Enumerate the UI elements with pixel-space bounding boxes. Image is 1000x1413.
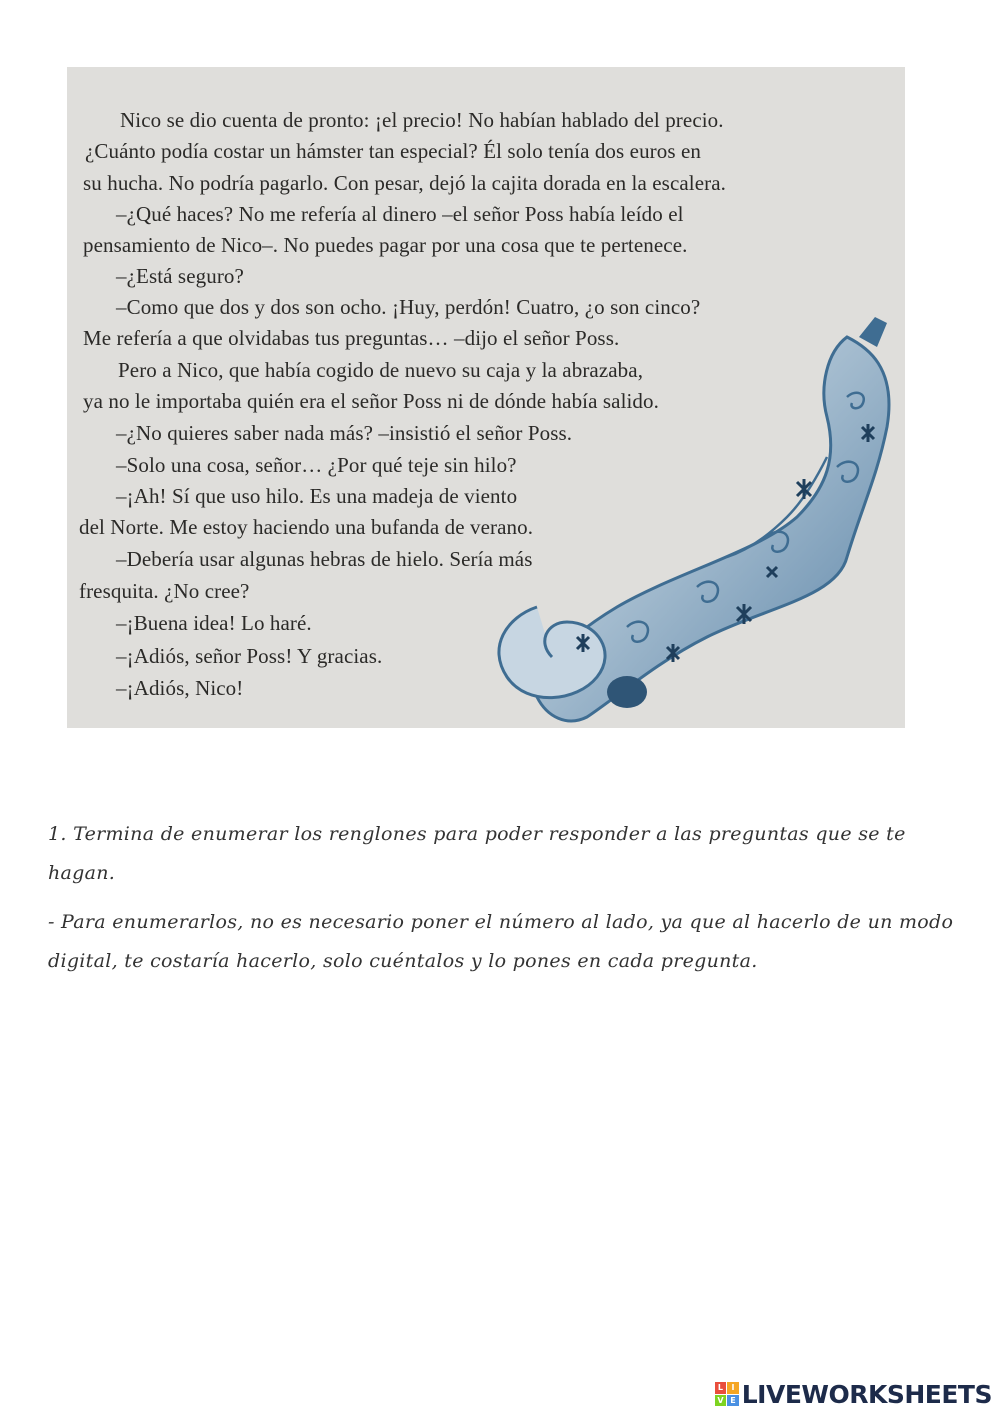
book-text-line: –¿Está seguro?	[116, 264, 244, 288]
book-text-line: –¡Adiós, Nico!	[116, 676, 244, 700]
book-text-line: –¡Adiós, señor Poss! Y gracias.	[116, 644, 383, 668]
book-text-line: ¿Cuánto podía costar un hámster tan especial? Él solo tenía dos euros en	[85, 139, 702, 163]
book-text-line: –¡Buena idea! Lo haré.	[116, 611, 312, 635]
book-text-line: ya no le importaba quién era el señor Poss ni de dónde había salido.	[83, 389, 659, 413]
book-text-line: –Como que dos y dos son ocho. ¡Huy, perdón! Cuatro, ¿o son cinco?	[116, 295, 701, 319]
scarf-fold-shadow	[607, 676, 647, 708]
book-text-line: –Debería usar algunas hebras de hielo. Sería más	[116, 547, 533, 571]
needle-tip	[859, 317, 887, 347]
book-page-scan	[67, 67, 905, 728]
book-text-line: –¡Ah! Sí que uso hilo. Es una madeja de viento	[116, 484, 518, 508]
book-text-line: Pero a Nico, que había cogido de nuevo su caja y la abrazaba,	[118, 358, 644, 382]
logo-letter: L	[715, 1382, 727, 1394]
book-text-line: –Solo una cosa, señor… ¿Por qué teje sin hilo?	[116, 453, 517, 477]
book-text-line: Nico se dio cuenta de pronto: ¡el precio! No habían hablado del precio.	[120, 108, 724, 132]
instruction-note: - Para enumerarlos, no es necesario poner el número al lado, ya que al hacerlo de un modo digital, te costaría hacerlo, solo cuéntalos y lo pones en cada pregunta.	[48, 911, 954, 972]
logo-letter: V	[715, 1395, 727, 1407]
book-text-line: pensamiento de Nico–. No puedes pagar por una cosa que te pertenece.	[83, 233, 688, 257]
book-text-line: –¿No quieres saber nada más? –insistió el señor Poss.	[116, 421, 573, 445]
liveworksheets-logo-icon	[715, 1382, 739, 1406]
book-text-line: su hucha. No podría pagarlo. Con pesar, dejó la cajita dorada en la escalera.	[83, 171, 727, 195]
scarf-curl	[499, 607, 605, 698]
book-text-line: –¿Qué haces? No me refería al dinero –el señor Poss había leído el	[116, 202, 684, 226]
instruction-item-1: 1. Termina de enumerar los renglones para poder responder a las preguntas que se te hagan.	[48, 823, 906, 884]
logo-letter: E	[727, 1395, 739, 1407]
book-text-line: Me refería a que olvidabas tus preguntas… –dijo el señor Poss.	[83, 326, 620, 350]
logo-letter: I	[727, 1382, 739, 1394]
book-text-line: fresquita. ¿No cree?	[79, 579, 250, 603]
liveworksheets-brand	[715, 1381, 992, 1407]
brand-name: LIVEWORKSHEETS	[741, 1379, 992, 1409]
book-text-line: del Norte. Me estoy haciendo una bufanda de verano.	[79, 515, 534, 539]
